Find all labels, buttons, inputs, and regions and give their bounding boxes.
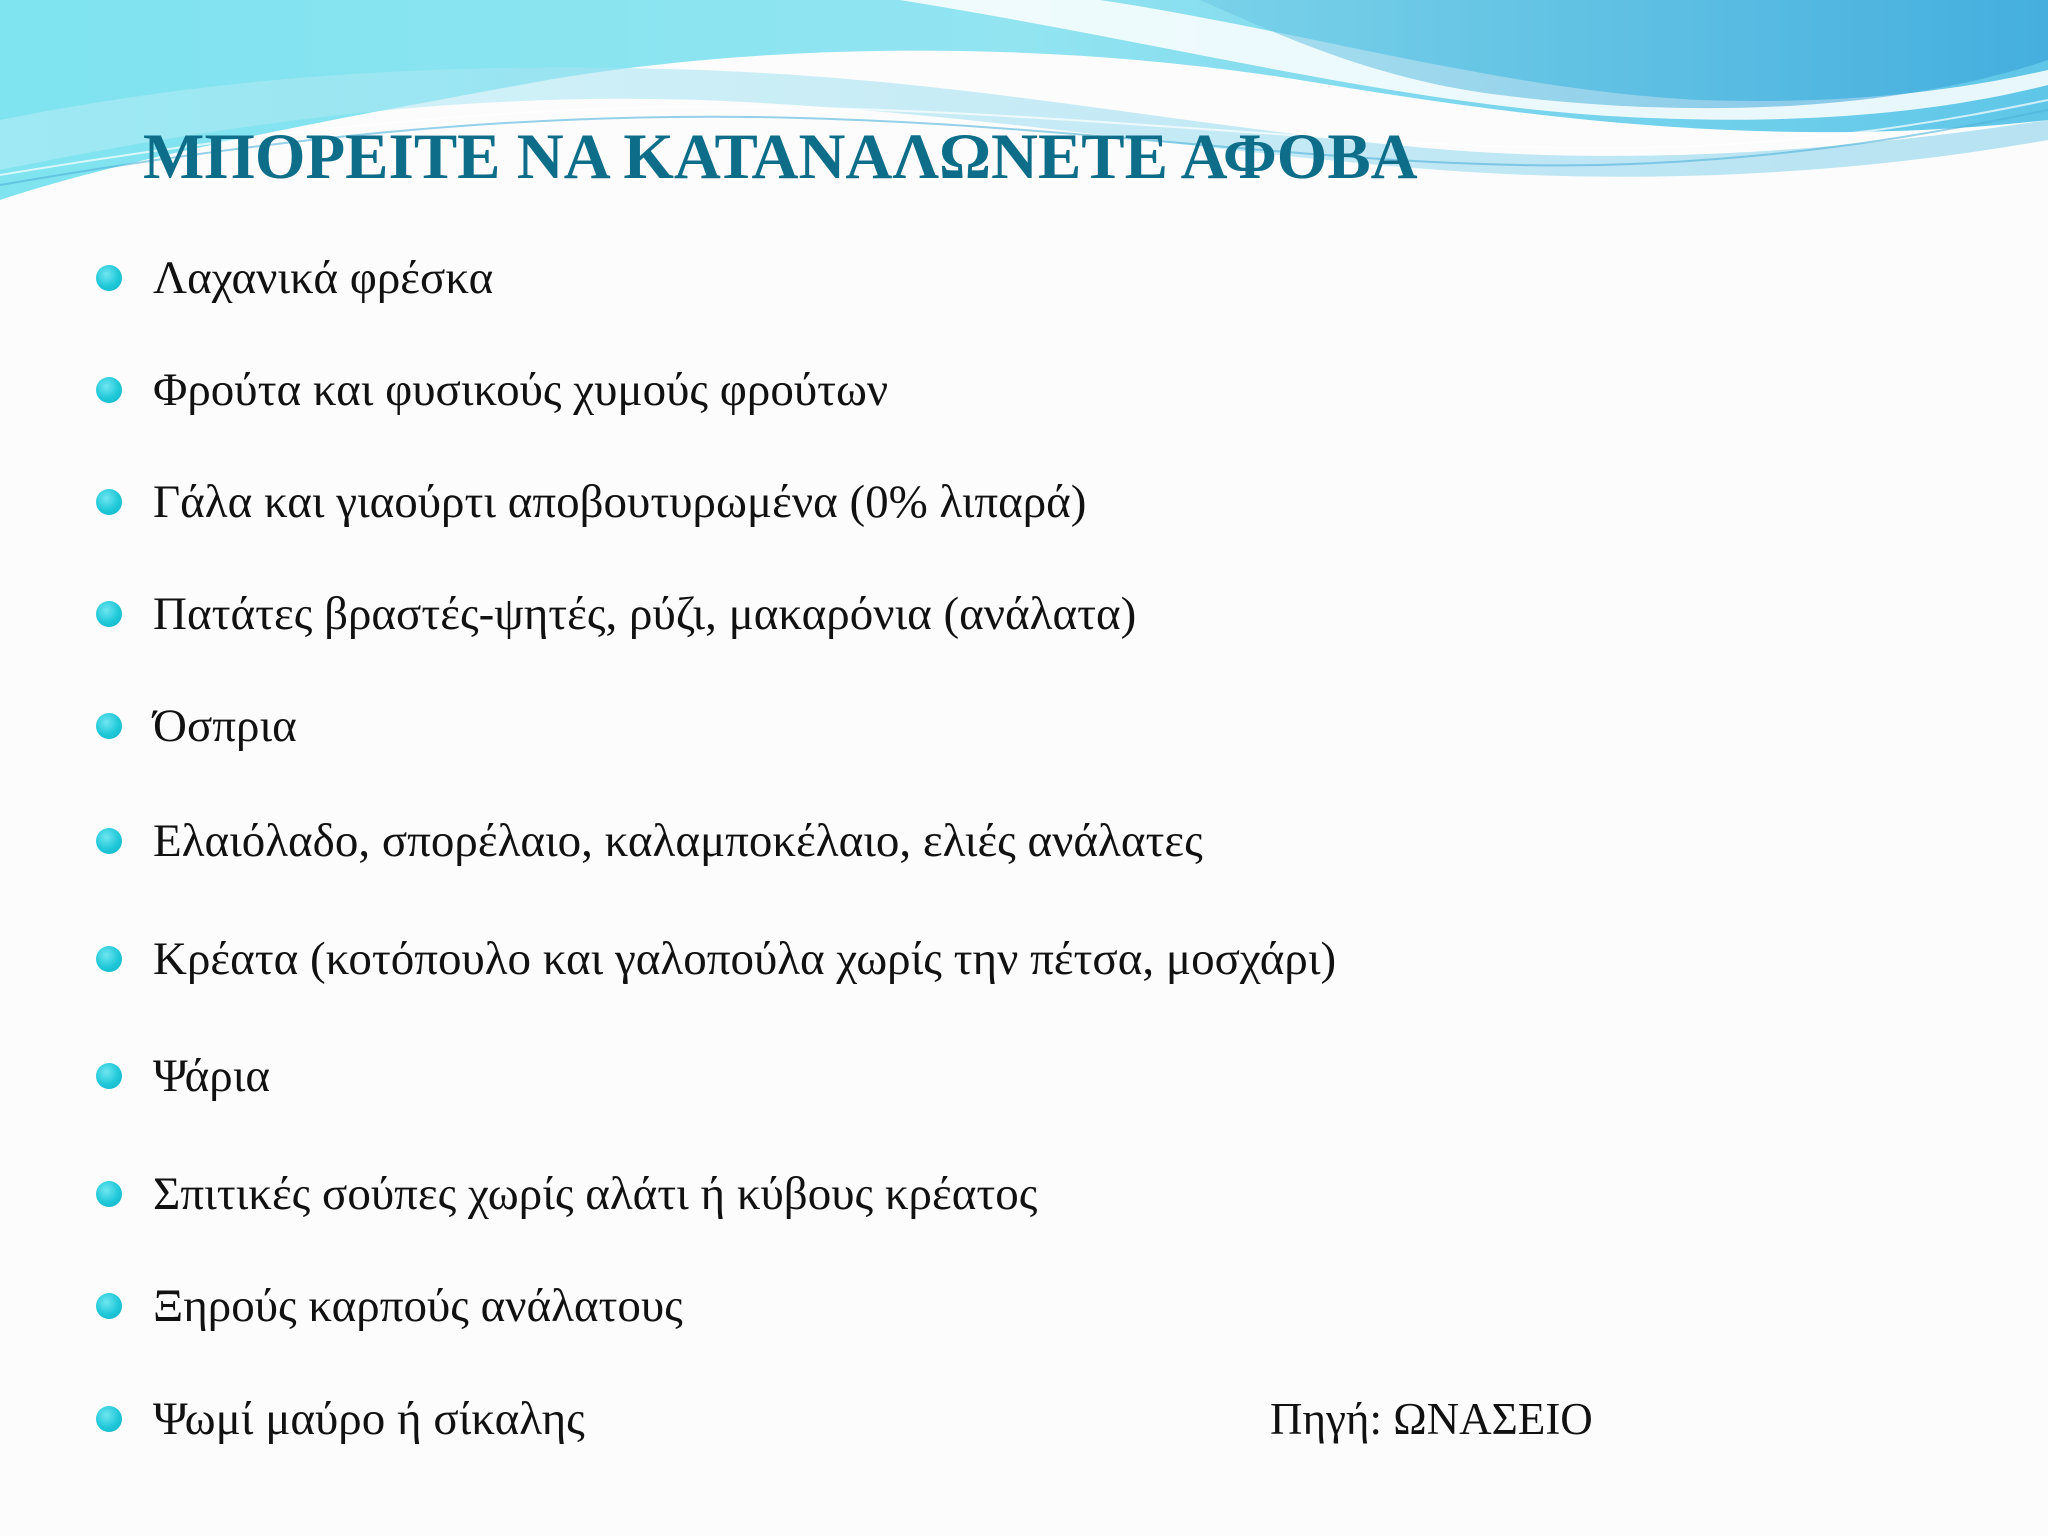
bullet-dot-icon [96,601,122,627]
bullet-dot-icon [96,1293,122,1319]
bullet-dot-icon [96,377,122,403]
bullet-dot-icon [96,1406,122,1432]
list-item-label: Γάλα και γιαούρτι αποβουτυρωμένα (0% λιπαρά) [153,476,1087,528]
list-item [96,579,1136,649]
list-item [96,924,1336,994]
list-item-label: Λαχανικά φρέσκα [153,252,494,304]
bullet-dot-icon [96,828,122,854]
list-item [96,1384,585,1454]
list-item [96,1041,270,1111]
list-item-label: Πατάτες βραστές-ψητές, ρύζι, μακαρόνια (ανάλατα) [153,588,1137,640]
list-item [96,1159,1037,1229]
list-item [96,1271,683,1341]
list-item-label: Φρούτα και φυσικούς χυμούς φρούτων [153,364,889,416]
bullet-dot-icon [96,1181,122,1207]
bullet-dot-icon [96,265,122,291]
bullet-dot-icon [96,713,122,739]
bullet-dot-icon [96,946,122,972]
bullet-dot-icon [96,489,122,515]
list-item [96,355,888,425]
list-item [96,691,297,761]
list-item-label: Όσπρια [153,700,297,752]
slide-title: ΜΠΟΡΕΙΤΕ ΝΑ ΚΑΤΑΝΑΛΩΝΕΤΕ ΑΦΟΒΑ [143,121,1418,193]
source-credit: Πηγή: ΩΝΑΣΕΙΟ [1270,1394,1593,1444]
list-item-label: Ψάρια [153,1050,271,1102]
bullet-dot-icon [96,1063,122,1089]
list-item-label: Ξηρούς καρπούς ανάλατους [153,1280,683,1332]
list-item [96,806,1203,876]
list-item-label: Σπιτικές σούπες χωρίς αλάτι ή κύβους κρέατος [153,1168,1038,1220]
list-item-label: Κρέατα (κοτόπουλο και γαλοπούλα χωρίς την πέτσα, μοσχάρι) [153,933,1337,985]
list-item [96,243,493,313]
list-item-label: Ελαιόλαδο, σπορέλαιο, καλαμποκέλαιο, ελιές ανάλατες [153,815,1203,867]
list-item [96,467,1086,537]
list-item-label: Ψωμί μαύρο ή σίκαλης [153,1393,585,1445]
